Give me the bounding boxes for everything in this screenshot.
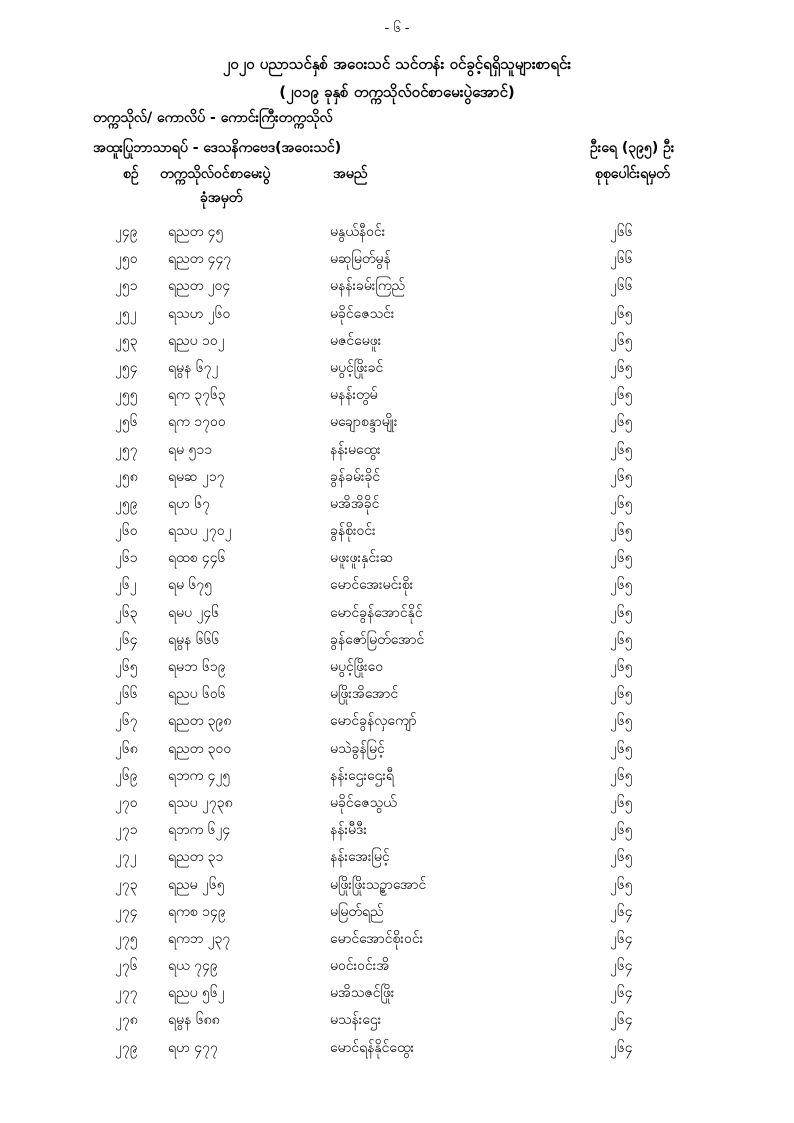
- row-number: ၂၆၄: [115, 631, 138, 648]
- roll-number: ရညပ ၆၀၆: [168, 686, 226, 703]
- total-mark: ၂၆၆: [610, 278, 633, 295]
- total-mark: ၂၆၆: [610, 251, 633, 268]
- document-subtitle: (၂၀၁၉ ခုနှစ် တက္ကသိုလ်ဝင်စာမေးပွဲအောင်): [279, 83, 515, 101]
- row-number: ၂၅၉: [115, 495, 138, 512]
- total-mark: ၂၆၅: [610, 713, 633, 730]
- roll-number: ရမ ၅၁၁: [168, 441, 213, 458]
- row-number: ၂၇၂: [115, 849, 137, 866]
- student-name: မောင်အောင်စိုးဝင်း: [330, 930, 424, 947]
- roll-number: ရမဘ ၆၁၉: [168, 659, 226, 675]
- row-number: ၂၆၃: [115, 604, 138, 621]
- table-row: [0, 385, 794, 412]
- table-row: [0, 603, 794, 630]
- total-mark: ၂၆၅: [610, 686, 633, 703]
- row-number: ၂၇၇: [115, 985, 138, 1002]
- roll-number: ရက ၃၇၆၃: [168, 387, 226, 404]
- table-row: [0, 630, 794, 657]
- row-number: ၂၆၇: [115, 713, 138, 730]
- roll-number: ရက ၁၇၀၀: [168, 414, 226, 431]
- table-row: [0, 222, 794, 249]
- major-line: အထူးပြုဘာသာရပ် - ဒေသနိကဗေဒ(အဝေးသင်): [93, 140, 342, 156]
- roll-number: ရကစ ၁၄၉: [168, 903, 226, 920]
- student-name: မဖြိုးဖြိုးသဉ္စာအောင်: [330, 876, 427, 893]
- roll-number: ရညတ ၄၅: [168, 224, 224, 240]
- student-name: မောင်အေးမင်းစိုး: [330, 577, 414, 594]
- table-row: [0, 875, 794, 902]
- total-mark: ၂၆၅: [610, 550, 633, 567]
- total-mark: ၂၆၅: [610, 822, 633, 839]
- table-row: [0, 467, 794, 494]
- student-name: ခွန်ခမ်းခိုင်: [330, 468, 381, 485]
- roll-number: ရညတ ၄၄၇: [168, 251, 232, 268]
- student-name: မနွယ်နီဝင်း: [330, 224, 386, 240]
- table-row: [0, 820, 794, 847]
- roll-number: ရဟ ၆၇: [168, 495, 210, 512]
- student-name: ခွန်ဇော်မြတ်အောင်: [330, 631, 425, 648]
- student-name: မအိသဇင်ဖြိုး: [330, 985, 395, 1002]
- row-number: ၂၅၂: [115, 305, 137, 322]
- row-number: ၂၅၀: [115, 251, 138, 268]
- roll-number: ရမဆ ၂၁၇: [168, 468, 225, 485]
- table-row: [0, 521, 794, 548]
- row-number: ၂၇၆: [115, 958, 138, 975]
- table-row: [0, 548, 794, 575]
- roll-number: ရညပ ၁၀၂: [168, 332, 225, 349]
- roll-number: ရမွန ၆၆၆: [168, 631, 220, 648]
- roll-number: ရညတ ၂၀၄: [168, 278, 231, 295]
- student-name: နန်းမီဒီး: [330, 822, 367, 839]
- student-name: မနန်းတွမ်: [330, 387, 378, 404]
- student-name: မောင်ခွန်လှကျော်: [330, 713, 417, 730]
- row-number: ၂၅၁: [115, 278, 138, 295]
- table-row: [0, 1038, 794, 1065]
- student-name: မအိအိခိုင်: [330, 495, 380, 512]
- header-roll: တက္ကသိုလ်ဝင်စာမေးပွဲ: [160, 166, 271, 182]
- student-name: မချောစန္ဒာမျိုး: [330, 414, 398, 431]
- table-row: [0, 331, 794, 358]
- row-number: ၂၄၉: [115, 224, 138, 240]
- row-number: ၂၇၄: [115, 903, 138, 920]
- roll-number: ရဘက ၄၂၅: [168, 767, 231, 784]
- document-title: ၂၀၂၀ ပညာသင်နှစ် အဝေးသင် သင်တန်း ဝင်ခွင့်ရရှိသူများစာရင်း: [222, 55, 572, 73]
- total-mark: ၂၆၄: [610, 903, 633, 920]
- total-mark: ၂၆၅: [610, 495, 633, 512]
- student-name: မမြတ်ရည်: [330, 903, 384, 920]
- table-row: [0, 956, 794, 983]
- row-number: ၂၆၉: [115, 767, 138, 784]
- total-mark: ၂၆၄: [610, 1012, 633, 1029]
- page-number: - ၆ -: [384, 21, 410, 36]
- roll-number: ရညတ ၃၉၈: [168, 713, 232, 730]
- row-number: ၂၇၁: [115, 822, 138, 839]
- table-row: [0, 304, 794, 331]
- total-mark: ၂၆၄: [610, 985, 633, 1002]
- table-row: [0, 276, 794, 303]
- row-number: ၂၆၈: [115, 740, 138, 757]
- table-row: [0, 440, 794, 467]
- results-table: [0, 222, 794, 1065]
- student-name: နန်းဌေးဌေးရီ: [330, 767, 394, 784]
- row-number: ၂၆၆: [115, 686, 138, 703]
- table-row: [0, 739, 794, 766]
- total-mark: ၂၆၅: [610, 604, 633, 621]
- university-line: တက္ကသိုလ်/ ကောလိပ် - ကောင်းကြီးတက္ကသိုလ်: [93, 110, 333, 126]
- total-mark: ၂၆၅: [610, 849, 633, 866]
- row-number: ၂၅၃: [115, 332, 138, 349]
- row-number: ၂၆၀: [115, 523, 138, 540]
- row-number: ၂၅၄: [115, 359, 138, 376]
- table-row: [0, 847, 794, 874]
- total-mark: ၂၆၅: [610, 876, 633, 893]
- header-roll-sub: ခုံအမှတ်: [200, 190, 243, 206]
- total-mark: ၂၆၅: [610, 359, 633, 376]
- table-row: [0, 684, 794, 711]
- student-name: မပွင့်ဖြိုးခင်: [330, 359, 384, 376]
- student-name: မပွင့်ဖြိုးဝေ: [330, 659, 384, 675]
- row-number: ၂၇၈: [115, 1012, 138, 1029]
- roll-number: ရကဘ ၂၃၇: [168, 930, 231, 947]
- total-mark: ၂၆၅: [610, 659, 633, 675]
- row-number: ၂၆၅: [115, 659, 138, 675]
- total-mark: ၂၆၅: [610, 794, 633, 811]
- student-name: မသဲခွန်မြင့်: [330, 740, 385, 757]
- student-name: မောင်ရန်နိုင်ထွေး: [330, 1039, 415, 1056]
- roll-number: ရသပ ၂၇၀၂: [168, 523, 232, 540]
- header-no: စဉ်: [123, 166, 139, 182]
- total-mark: ၂၆၅: [610, 332, 633, 349]
- student-name: ခွန်စိုးဝင်း: [330, 523, 376, 540]
- total-mark: ၂၆၅: [610, 631, 633, 648]
- row-number: ၂၆၂: [115, 577, 137, 594]
- student-name: နန်းမထွေး: [330, 441, 381, 458]
- student-name: မခိုင်ဇေသွယ်: [330, 794, 397, 811]
- student-name: မသန်းဌေး: [330, 1012, 382, 1029]
- student-name: နန်းအေးမြင့်: [330, 849, 390, 866]
- total-mark: ၂၆၅: [610, 305, 633, 322]
- student-name: မခိုင်ဇေသင်း: [330, 305, 395, 322]
- student-name: မဖူးဖူးနှင်းဆ: [330, 550, 394, 567]
- total-mark: ၂၆၄: [610, 930, 633, 947]
- table-row: [0, 902, 794, 929]
- total-mark: ၂၆၅: [610, 577, 633, 594]
- roll-number: ရမပ ၂၄၆: [168, 604, 220, 621]
- roll-number: ရယ ၇၄၉: [168, 958, 218, 975]
- roll-number: ရမ ၆၇၅: [168, 577, 213, 594]
- total-mark: ၂၆၅: [610, 414, 633, 431]
- table-row: [0, 494, 794, 521]
- total-mark: ၂၆၅: [610, 387, 633, 404]
- roll-number: ရထစ ၄၄၆: [168, 550, 226, 567]
- table-row: [0, 793, 794, 820]
- row-number: ၂၅၇: [115, 441, 138, 458]
- total-mark: ၂၆၅: [610, 468, 633, 485]
- table-row: [0, 983, 794, 1010]
- table-row: [0, 575, 794, 602]
- row-number: ၂၇၃: [115, 876, 138, 893]
- row-number: ၂၅၆: [115, 414, 138, 431]
- row-number: ၂၇၉: [115, 1039, 138, 1056]
- total-mark: ၂၆၅: [610, 767, 633, 784]
- header-name: အမည်: [333, 166, 368, 182]
- row-number: ၂၅၅: [115, 387, 138, 404]
- total-mark: ၂၆၄: [610, 958, 633, 975]
- total-mark: ၂၆၆: [610, 224, 633, 240]
- row-number: ၂၇၅: [115, 930, 138, 947]
- student-name: မနန်းခမ်းကြည်: [330, 278, 406, 295]
- table-row: [0, 929, 794, 956]
- table-row: [0, 412, 794, 439]
- student-name: မဝင်းဝင်းအိ: [330, 958, 390, 975]
- roll-number: ရမွန ၆၈၈: [168, 1012, 220, 1029]
- student-name: မဇင်မေဖူး: [330, 332, 382, 349]
- table-row: [0, 1010, 794, 1037]
- row-number: ၂၅၈: [115, 468, 138, 485]
- header-marks: စုစုပေါင်းရမှတ်: [595, 166, 670, 182]
- total-mark: ၂၆၅: [610, 740, 633, 757]
- table-row: [0, 358, 794, 385]
- total-mark: ၂၆၅: [610, 523, 633, 540]
- total-mark: ၂၆၄: [610, 1039, 633, 1056]
- row-number: ၂၆၁: [115, 550, 138, 567]
- student-name: မဆုမြတ်မွန်: [330, 251, 391, 268]
- roll-number: ရညမ ၂၆၅: [168, 876, 225, 893]
- roll-number: ရညတ ၃၀၀: [168, 740, 232, 757]
- roll-number: ရဟ ၄၇၇: [168, 1039, 218, 1056]
- table-row: [0, 249, 794, 276]
- roll-number: ရညတ ၃၁: [168, 849, 224, 866]
- row-number: ၂၇၀: [115, 794, 138, 811]
- roll-number: ရညပ ၅၆၂: [168, 985, 225, 1002]
- student-name: မောင်ခွန်အောင်နိုင်: [330, 604, 423, 621]
- roll-number: ရမွန ၆၇၂: [168, 359, 219, 376]
- table-row: [0, 766, 794, 793]
- table-row: [0, 711, 794, 738]
- total-count: ဦးရေ (၃၉၅) ဦး: [590, 140, 675, 156]
- table-row: [0, 657, 794, 684]
- student-name: မဖြိုးအိအောင်: [330, 686, 399, 703]
- roll-number: ရသပ ၂၇၃၈: [168, 794, 233, 811]
- total-mark: ၂၆၅: [610, 441, 633, 458]
- roll-number: ရသဟ ၂၆၀: [168, 305, 231, 322]
- roll-number: ရဘက ၆၂၄: [168, 822, 231, 839]
